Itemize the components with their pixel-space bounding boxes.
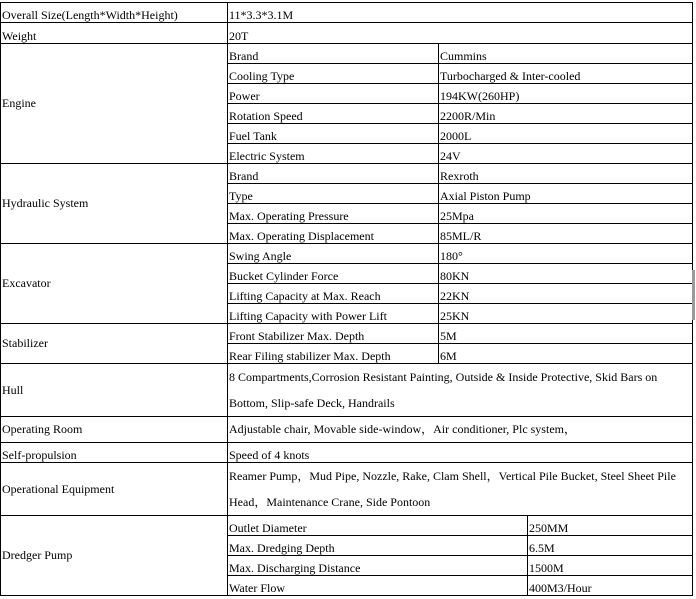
spec-value: 2000L (439, 124, 693, 144)
spec-value: 25Mpa (439, 204, 693, 224)
spec-key: Front Stabilizer Max. Depth (228, 324, 439, 344)
table-row-engine (1, 44, 693, 64)
row-value: Adjustable chair, Movable side-window，Air conditioner, Plc system， (228, 417, 693, 443)
spec-key: Rear Filing stabilizer Max. Depth (228, 344, 439, 364)
spec-value: 85ML/R (439, 224, 693, 244)
section-label-operational-equipment: Operational Equipment (1, 463, 228, 516)
spec-value: 5M (439, 324, 693, 344)
table-row-weight (1, 23, 693, 44)
spec-key: Fuel Tank (228, 124, 439, 144)
spec-key: Swing Angle (228, 244, 439, 264)
row-label: Overall Size(Length*Width*Height) (1, 3, 228, 23)
table-row-operational-equipment (1, 463, 693, 516)
specification-table (0, 2, 693, 596)
table-row-self-propulsion (1, 443, 693, 463)
table-row-excavator (1, 244, 693, 264)
table-row-operating-room (1, 417, 693, 443)
spec-key: Lifting Capacity with Power Lift (228, 304, 439, 324)
spec-key: Rotation Speed (228, 104, 439, 124)
spec-value: Rexroth (439, 164, 693, 184)
row-value: 20T (228, 23, 693, 44)
spec-value: 2200R/Min (439, 104, 693, 124)
row-value: 8 Compartments,Corrosion Resistant Painting, Outside & Inside Protective, Skid Bars on Bottom, Slip-safe Deck, Handrails (228, 364, 693, 417)
table-row-hull (1, 364, 693, 417)
spec-value: 250MM (528, 516, 693, 536)
section-label-engine: Engine (1, 44, 228, 164)
spec-value: 194KW(260HP) (439, 84, 693, 104)
table-row-stabilizer (1, 324, 693, 344)
row-value: Reamer Pump，Mud Pipe, Nozzle, Rake, Clam Shell，Vertical Pile Bucket, Steel Sheet Pile Head，Maintenance Crane, Side Pontoon (228, 463, 693, 516)
spec-key: Cooling Type (228, 64, 439, 84)
section-label-hull: Hull (1, 364, 228, 417)
spec-value: 6M (439, 344, 693, 364)
spec-value: 24V (439, 144, 693, 164)
spec-key: Brand (228, 44, 439, 64)
section-label-self-propulsion: Self-propulsion (1, 443, 228, 463)
spec-key: Max. Dredging Depth (228, 536, 528, 556)
spec-value: Turbocharged & Inter-cooled (439, 64, 693, 84)
spec-key: Brand (228, 164, 439, 184)
spec-key: Power (228, 84, 439, 104)
scrollbar-thumb[interactable] (692, 270, 695, 320)
spec-key: Electric System (228, 144, 439, 164)
spec-key: Max. Operating Pressure (228, 204, 439, 224)
spec-key: Max. Discharging Distance (228, 556, 528, 576)
spec-key: Bucket Cylinder Force (228, 264, 439, 284)
row-value: Speed of 4 knots (228, 443, 693, 463)
spec-value: 22KN (439, 284, 693, 304)
spec-value: 6.5M (528, 536, 693, 556)
spec-value: Axial Piston Pump (439, 184, 693, 204)
spec-value: 25KN (439, 304, 693, 324)
table-row-hydraulic (1, 164, 693, 184)
spec-value: 80KN (439, 264, 693, 284)
row-label: Weight (1, 23, 228, 44)
section-label-dredger-pump: Dredger Pump (1, 516, 228, 596)
spec-value: 1500M (528, 556, 693, 576)
spec-key: Water Flow (228, 576, 528, 596)
spec-value: Cummins (439, 44, 693, 64)
section-label-operating-room: Operating Room (1, 417, 228, 443)
table-row-dredger-pump (1, 516, 693, 536)
spec-value: 400M3/Hour (528, 576, 693, 596)
spec-key: Type (228, 184, 439, 204)
spec-key: Lifting Capacity at Max. Reach (228, 284, 439, 304)
table-row-overall-size (1, 3, 693, 23)
spec-value: 180° (439, 244, 693, 264)
spec-key: Outlet Diameter (228, 516, 528, 536)
section-label-stabilizer: Stabilizer (1, 324, 228, 364)
section-label-hydraulic: Hydraulic System (1, 164, 228, 244)
spec-key: Max. Operating Displacement (228, 224, 439, 244)
row-value: 11*3.3*3.1M (228, 3, 693, 23)
section-label-excavator: Excavator (1, 244, 228, 324)
